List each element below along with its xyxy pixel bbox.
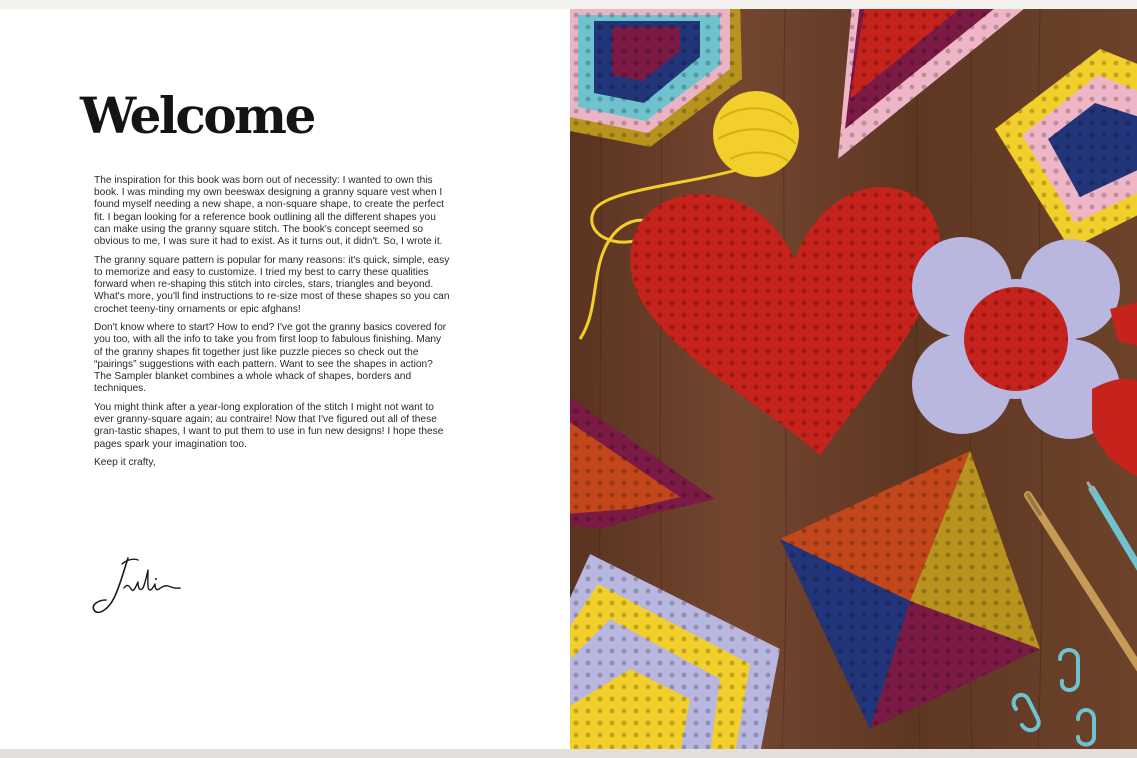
crochet-photo [570, 9, 1137, 749]
paragraph: Don't know where to start? How to end? I've got the granny basics covered for you too, with all the info to take you from first loop to fabulous finishing. Many of the granny shapes fit together just like puzzle pieces so check out the “pairings” suggestions with each pattern. Want to see the shapes in action? The Sampler blanket combines a whole whack of shapes, borders and techniques. [94, 322, 447, 395]
paragraph: You might think after a year-long exploration of the stitch I might not want to ever granny-square again; au contraire! Now that I've figured out all of these gran-tastic shapes, I want to put them to use in fun new designs! I hope these pages spark your imagination too. [94, 401, 444, 450]
photo-page [570, 9, 1137, 749]
intro-text [94, 175, 450, 476]
book-spread [0, 9, 1137, 749]
page-title: Welcome [80, 86, 314, 145]
paragraph: The granny square pattern is popular for many reasons: it's quick, simple, easy to memorize and easy to customize. I tried my best to carry these qualities forward when re-shaping this stitch into circles, stars, triangles and beyond. What's more, you'll find instructions to re-size most of these shapes so you can crochet teeny-tiny ornaments or epic afghans! [94, 254, 450, 315]
viewer-top-strip [0, 0, 1137, 9]
handwritten-signature [88, 552, 188, 618]
paragraph: The inspiration for this book was born out of necessity: I wanted to own this book. I was minding my own beeswax designing a granny square vest when I found myself needing a new shape, a non-square shape, to create the perfect fit. I began looking for a reference book outlining all the different shapes you can make using the granny square stitch. The book's concept seemed so obvious to me, I was sure it had to exist. As it turns out, it didn't. So, I wrote it. [94, 175, 445, 248]
viewer-bottom-strip [0, 749, 1137, 758]
sign-off: Keep it crafty, [94, 457, 156, 469]
left-page [0, 9, 570, 749]
